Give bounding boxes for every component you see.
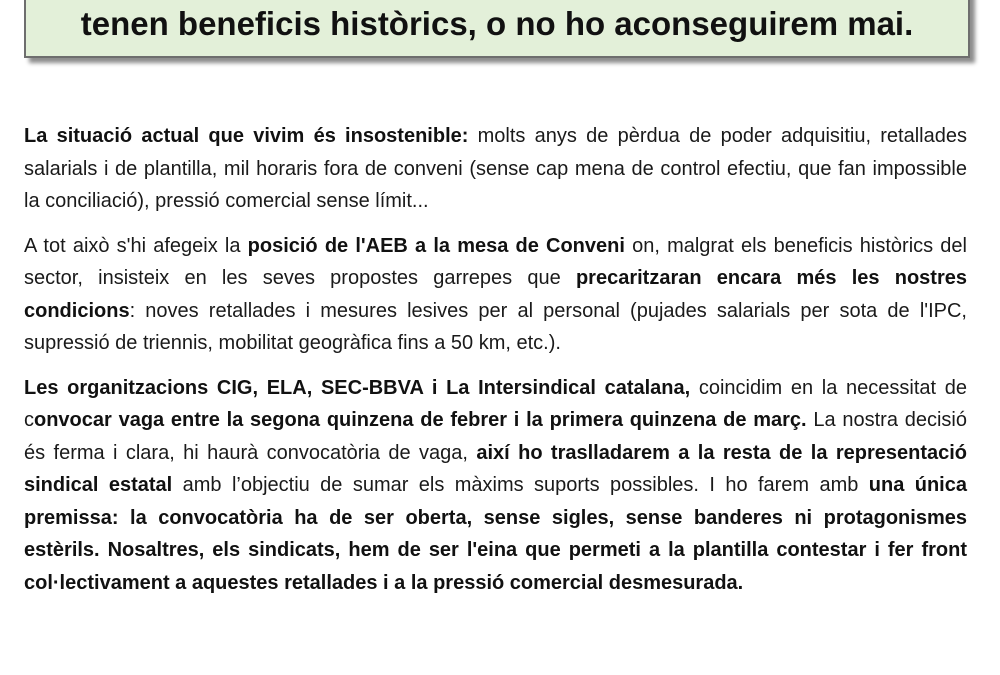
paragraph-text: on, malgrat els beneficis històrics del sector, insisteix en les seves propostes garrepes que xyxy=(24,234,968,289)
headline-text: tenen beneficis històrics, o no ho aconseguirem mai. xyxy=(80,5,914,42)
emphasis-text: precaritzaran encara més les nostres condicions xyxy=(24,267,967,322)
paragraph-text: A tot això s'hi afegeix la xyxy=(24,234,248,257)
document-body xyxy=(24,120,967,611)
paragraph-text: molts anys de pèrdua de poder adquisitiu, retallades salarials i de plantilla, mil horaris fora de conveni (sense cap mena de control efectiu, que fan impossible la conciliació), pressió comercial sense límit... xyxy=(24,125,967,212)
paragraph-situation xyxy=(24,120,967,218)
paragraph-aeb-position xyxy=(24,230,967,360)
emphasis-text: una única premissa: la convocatòria ha de ser oberta, sense sigles, sense banderes ni protagonismes estèrils. Nosaltres, els sindicats, hem de ser l'eina que permeti a la plantilla contestar i fer front col·lectivament a aquestes retallades i a la pressió comercial desmesurada. xyxy=(24,474,967,594)
paragraph-lead: La situació actual que vivim és insostenible: xyxy=(24,125,469,147)
emphasis-text: posició de l'AEB a la mesa de Conveni xyxy=(247,234,625,257)
emphasis-text: onvocar vaga entre la segona quinzena de febrer i la primera quinzena de març. xyxy=(34,409,807,431)
paragraph-text: amb l’objectiu de sumar els màxims suports possibles. I ho farem amb xyxy=(172,474,869,496)
headline-banner xyxy=(24,0,970,58)
paragraph-text: La nostra decisió és ferma i clara, hi haurà convocatòria de vaga, xyxy=(24,409,967,464)
paragraph-strike-call xyxy=(24,372,967,600)
emphasis-text: així ho traslladarem a la resta de la representació sindical estatal xyxy=(24,441,967,496)
paragraph-text: coincidim en la necessitat de c xyxy=(24,376,968,431)
paragraph-lead: Les organitzacions CIG, ELA, SEC-BBVA i La Intersindical catalana, xyxy=(24,376,691,399)
paragraph-text: : noves retallades i mesures lesives per al personal (pujades salarials per sota de l'IPC, supressió de triennis, mobilitat geogràfica fins a 50 km, etc.). xyxy=(24,299,967,354)
